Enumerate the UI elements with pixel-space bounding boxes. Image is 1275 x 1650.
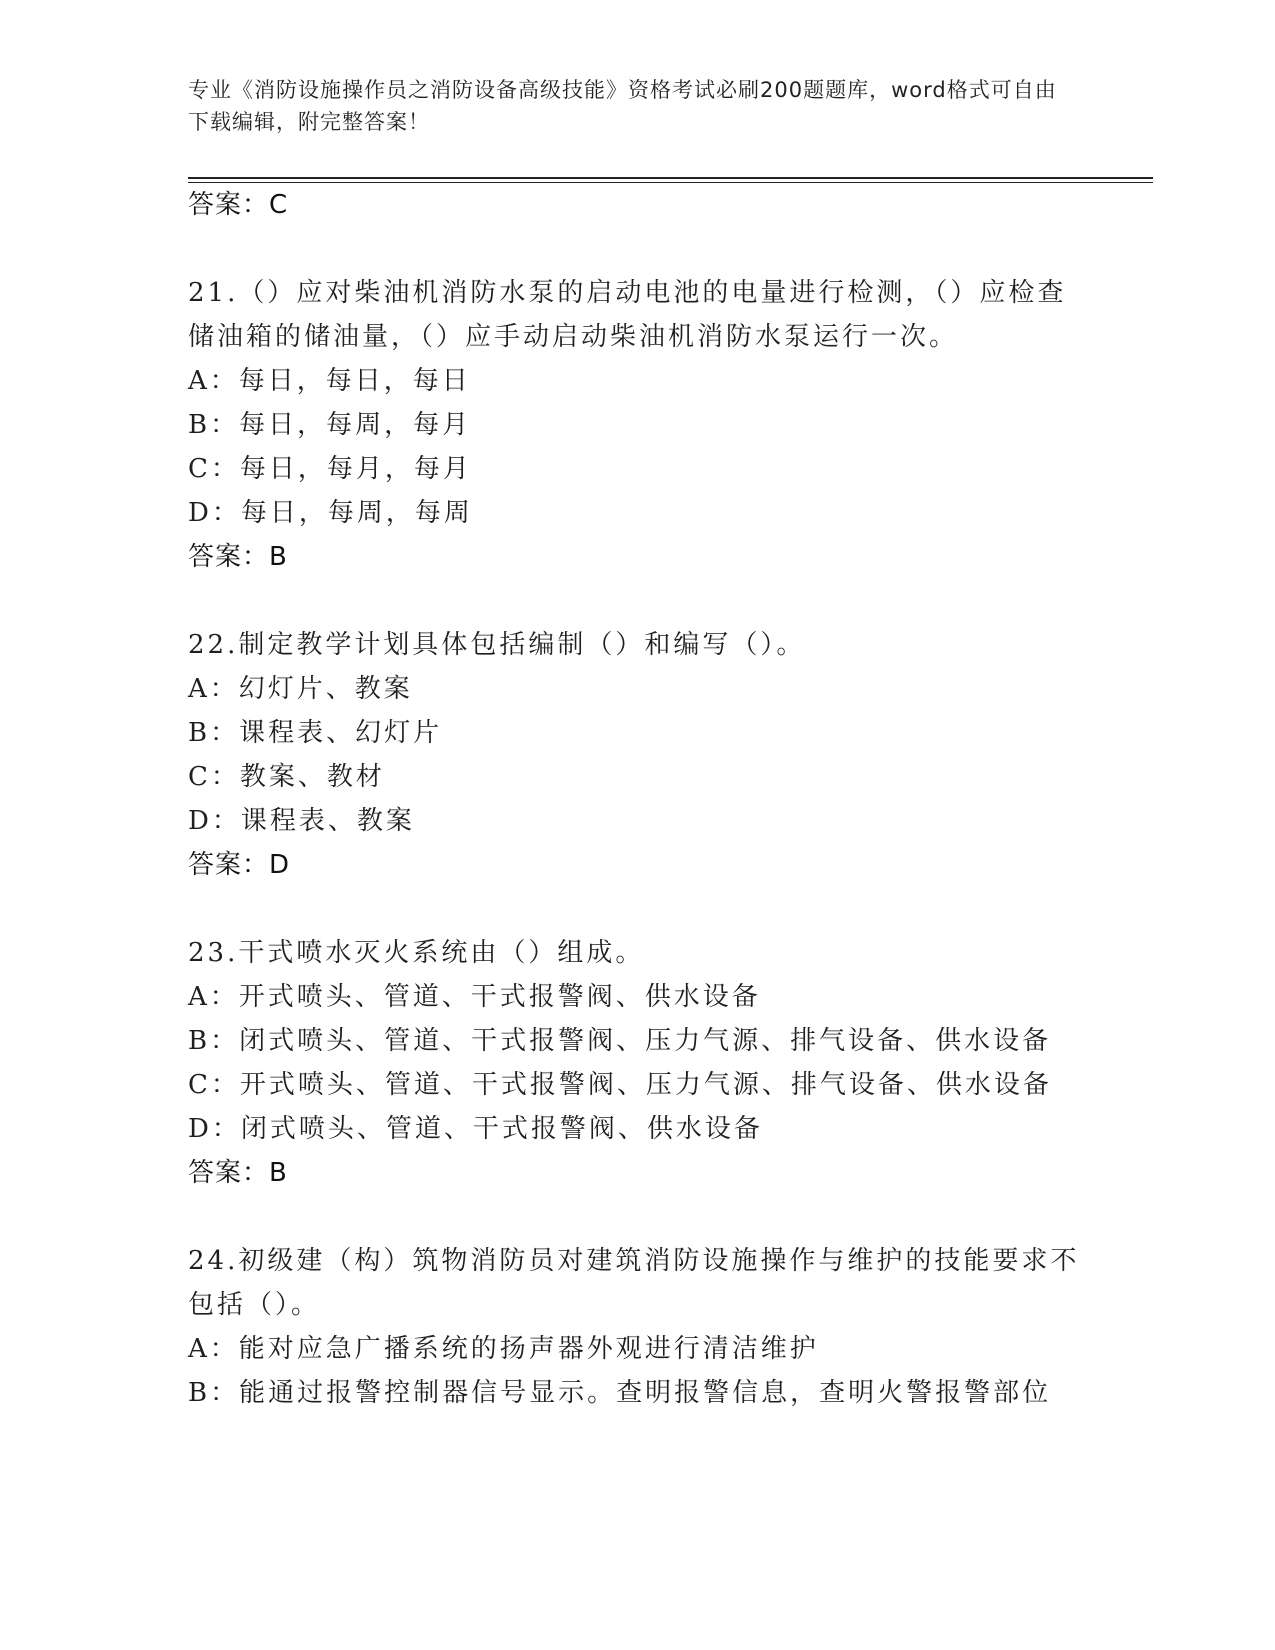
question-23-option-a: A：开式喷头、管道、干式报警阀、供水设备 <box>188 982 761 1012</box>
question-22-option-d: D：课程表、教案 <box>188 806 415 836</box>
document-header: 专业《消防设施操作员之消防设备高级技能》资格考试必刷200题题库，word格式可自由下载编辑，附完整答案！ <box>188 78 1057 134</box>
question-24-option-b: B：能通过报警控制器信号显示。查明报警信息，查明火警报警部位 <box>188 1378 1052 1408</box>
question-21-option-a: A：每日，每日，每日 <box>188 366 471 396</box>
question-21-option-c: C：每日，每月，每月 <box>188 454 472 484</box>
header-divider-thick <box>188 177 1153 179</box>
question-24-option-a: A：能对应急广播系统的扬声器外观进行清洁维护 <box>188 1334 819 1364</box>
question-21-text-line-2: 储油箱的储油量，（）应手动启动柴油机消防水泵运行一次。 <box>188 322 959 352</box>
question-23-answer: 答案：B <box>188 1158 288 1188</box>
question-23-option-b: B：闭式喷头、管道、干式报警阀、压力气源、排气设备、供水设备 <box>188 1026 1052 1056</box>
question-22-option-b: B：课程表、幻灯片 <box>188 718 443 748</box>
question-21-answer: 答案：B <box>188 542 288 572</box>
question-21-option-d: D：每日，每周，每周 <box>188 498 473 528</box>
question-23-text-line-1: 23.干式喷水灭火系统由（）组成。 <box>188 938 645 968</box>
question-22-option-a: A：幻灯片、教案 <box>188 674 413 704</box>
question-21-option-b: B：每日，每周，每月 <box>188 410 472 440</box>
question-24-text-line-2: 包括（）。 <box>188 1290 321 1320</box>
question-23-option-d: D：闭式喷头、管道、干式报警阀、供水设备 <box>188 1114 763 1144</box>
question-22-answer: 答案：D <box>188 850 291 880</box>
header-divider-thin <box>188 182 1153 183</box>
answer-previous-question: 答案：C <box>188 190 289 220</box>
question-24-text-line-1: 24.初级建（构）筑物消防员对建筑消防设施操作与维护的技能要求不 <box>188 1246 1080 1276</box>
question-21-text-line-1: 21.（）应对柴油机消防水泵的启动电池的电量进行检测，（）应检查 <box>188 278 1067 308</box>
question-22-text-line-1: 22.制定教学计划具体包括编制（）和编写（）。 <box>188 630 806 660</box>
question-22-option-c: C：教案、教材 <box>188 762 385 792</box>
question-23-option-c: C：开式喷头、管道、干式报警阀、压力气源、排气设备、供水设备 <box>188 1070 1052 1100</box>
